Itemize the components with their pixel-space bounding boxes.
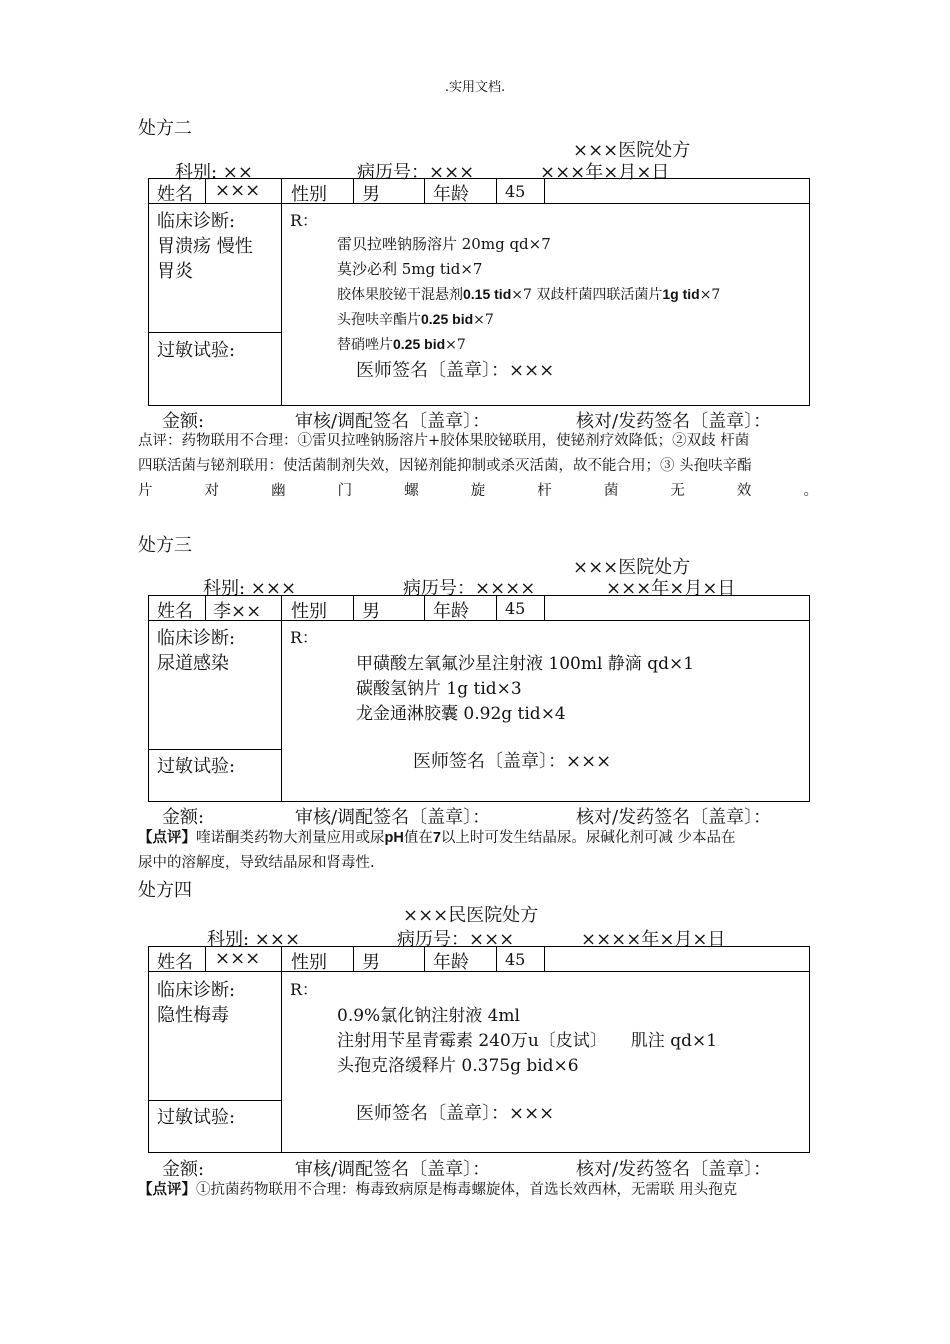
- drug-line: [337, 1026, 717, 1051]
- amount-field: 金额:: [162, 1159, 205, 1180]
- table-divider: [424, 946, 425, 971]
- drug-dose: 0.25 bid: [393, 336, 446, 352]
- drug-route: 肌注 qd×1: [630, 1031, 718, 1051]
- age-label: 年龄: [433, 184, 469, 205]
- dept-field: 科别: ××: [175, 162, 253, 183]
- table-divider: [496, 946, 497, 971]
- rx-symbol: R：: [290, 980, 319, 999]
- table-divider: [148, 749, 281, 750]
- rx-symbol: R：: [290, 211, 319, 230]
- comment-text: 以上时可发生结晶尿。尿碱化剂可减 少本品在: [440, 830, 736, 846]
- date-field: ×××年×月×日: [606, 578, 736, 599]
- dispense-signature-field: 核对/发药签名〔盖章〕：: [576, 807, 772, 828]
- drug-line: 碳酸氢钠片 1g tid×3: [356, 679, 522, 699]
- allergy-test-label: 过敏试验:: [157, 1107, 236, 1128]
- drug-line: 龙金通淋胶囊 0.92g tid×4: [356, 704, 566, 724]
- diagnosis-text: 尿道感染: [157, 653, 229, 674]
- patient-age: 45: [505, 599, 526, 618]
- comment-line: [138, 1178, 828, 1203]
- drug-line: 莫沙必利 5mg tid×7: [337, 260, 483, 278]
- sex-label: 性别: [291, 601, 327, 622]
- comment-char: 无: [670, 483, 685, 499]
- table-divider: [424, 178, 425, 203]
- comment-block: [138, 826, 828, 876]
- rx-symbol: R：: [290, 628, 319, 647]
- age-label: 年龄: [433, 952, 469, 973]
- drug-dose: 0.25 bid: [421, 311, 474, 327]
- table-divider: [148, 203, 810, 204]
- name-label: 姓名: [157, 601, 193, 622]
- drug-days: ×7: [699, 287, 721, 303]
- diagnosis-label: 临床诊断:: [157, 980, 236, 1001]
- drug-name: ×7 双歧杆菌四联活菌片: [511, 287, 663, 303]
- record-number-field: 病历号：×××: [357, 162, 475, 183]
- drug-name: 注射用苄星青霉素 240万u〔皮试〕: [337, 1031, 607, 1051]
- table-divider: [205, 178, 206, 203]
- table-divider: [496, 178, 497, 203]
- section-title: 处方二: [138, 118, 192, 139]
- comment-char: 杆: [537, 483, 552, 499]
- drug-name: 胶体果胶铋干混悬剂: [337, 287, 463, 303]
- date-field: ××××年×月×日: [581, 929, 726, 950]
- drug-days: ×7: [445, 337, 466, 353]
- comment-char: 。: [803, 483, 818, 499]
- comment-line: [138, 479, 818, 504]
- table-divider: [205, 595, 206, 620]
- patient-age: 45: [505, 950, 526, 969]
- hospital-title: ×××民医院处方: [403, 905, 539, 926]
- table-divider: [148, 332, 281, 333]
- comment-char: 旋: [470, 483, 486, 499]
- drug-days: ×7: [473, 312, 494, 328]
- name-label: 姓名: [157, 184, 193, 205]
- patient-sex: 男: [362, 184, 380, 205]
- comment-text: ①抗菌药物联用不合理：梅毒致病原是梅毒螺旋体，首选长效西林，无需联 用头孢克: [196, 1182, 738, 1198]
- diagnosis-text: 胃溃疡 慢性: [157, 236, 253, 257]
- review-signature-field: 审核/调配签名〔盖章〕：: [295, 411, 491, 432]
- drug-name: 头孢呋辛酯片: [337, 312, 421, 328]
- comment-tag: 【点评】: [138, 830, 196, 846]
- comment-text: 值在: [403, 830, 433, 846]
- record-number-field: 病历号：××××: [403, 578, 536, 599]
- comment-line: 四联活菌与铋剂联用：使活菌制剂失效，因铋剂能抑制或杀灭活菌，故不能合用；③ 头孢呋辛酯: [138, 458, 752, 474]
- section-title: 处方四: [138, 880, 192, 901]
- document-header-mark: .实用文档.: [444, 80, 506, 95]
- comment-char: 对: [204, 483, 220, 499]
- comment-block: [138, 1178, 828, 1203]
- dispense-signature-field: 核对/发药签名〔盖章〕：: [576, 411, 772, 432]
- review-signature-field: 审核/调配签名〔盖章〕：: [295, 807, 491, 828]
- table-divider: [281, 595, 282, 802]
- drug-line: 雷贝拉唑钠肠溶片 20mg qd×7: [337, 235, 551, 253]
- doctor-signature: 医师签名〔盖章〕：×××: [413, 751, 612, 772]
- drug-name: 替硝唑片: [337, 337, 393, 353]
- drug-line: 0.9%氯化钠注射液 4ml: [337, 1006, 520, 1026]
- table-divider: [281, 946, 282, 1153]
- patient-name: ×××: [215, 948, 261, 969]
- comment-tag: 【点评】: [138, 1182, 196, 1198]
- drug-line: [337, 284, 720, 304]
- allergy-test-label: 过敏试验:: [157, 340, 236, 361]
- diagnosis-label: 临床诊断:: [157, 211, 236, 232]
- drug-dose: 1g tid: [662, 286, 700, 302]
- diagnosis-label: 临床诊断:: [157, 628, 236, 649]
- sex-label: 性别: [291, 184, 327, 205]
- comment-char: 门: [337, 483, 353, 499]
- table-divider: [353, 595, 354, 620]
- comment-line: 尿中的溶解度，导致结晶尿和肾毒性.: [138, 855, 375, 871]
- table-divider: [353, 178, 354, 203]
- comment-text: 喹诺酮类药物大剂量应用或尿: [196, 830, 385, 846]
- diagnosis-text: 胃炎: [157, 261, 193, 282]
- table-divider: [148, 971, 810, 972]
- patient-sex: 男: [362, 601, 380, 622]
- comment-char: 菌: [603, 483, 619, 499]
- comment-line: [138, 826, 828, 851]
- drug-line: 头孢克洛缓释片 0.375g bid×6: [337, 1056, 579, 1076]
- doctor-signature: 医师签名〔盖章〕：×××: [356, 360, 555, 381]
- dept-field: 科别: ×××: [203, 578, 297, 599]
- table-divider: [148, 1100, 281, 1101]
- table-divider: [353, 946, 354, 971]
- table-divider: [281, 178, 282, 406]
- comment-block: [138, 429, 818, 504]
- comment-char: 效: [736, 483, 752, 499]
- diagnosis-text: 隐性梅毒: [157, 1005, 229, 1026]
- comment-line: 点评：药物联用不合理：①雷贝拉唑钠肠溶片+胶体果胶铋联用，使铋剂疗效降低；②双歧 杆菌: [138, 433, 750, 449]
- table-divider: [544, 178, 545, 203]
- patient-sex: 男: [362, 952, 380, 973]
- amount-field: 金额:: [162, 411, 205, 432]
- patient-name: 李××: [213, 601, 262, 622]
- drug-line: [337, 334, 466, 354]
- date-field: ×××年×月×日: [540, 162, 670, 183]
- name-label: 姓名: [157, 952, 193, 973]
- doctor-signature: 医师签名〔盖章〕：×××: [356, 1103, 555, 1124]
- drug-dose: 0.15 tid: [463, 286, 512, 302]
- dept-field: 科别: ×××: [207, 929, 301, 950]
- patient-name: ×××: [215, 180, 261, 201]
- section-title: 处方三: [138, 535, 192, 556]
- patient-age: 45: [505, 182, 526, 201]
- comment-char: 螺: [404, 483, 419, 499]
- drug-line: [337, 309, 494, 329]
- comment-char: 幽: [271, 483, 286, 499]
- age-label: 年龄: [433, 601, 469, 622]
- dispense-signature-field: 核对/发药签名〔盖章〕：: [576, 1159, 772, 1180]
- table-divider: [424, 595, 425, 620]
- comment-char: 片: [138, 483, 153, 499]
- hospital-title: ×××医院处方: [573, 557, 691, 578]
- comment-text: 7: [432, 830, 441, 846]
- table-divider: [205, 946, 206, 971]
- hospital-title: ×××医院处方: [573, 140, 691, 161]
- table-divider: [496, 595, 497, 620]
- sex-label: 性别: [291, 952, 327, 973]
- table-divider: [544, 946, 545, 971]
- amount-field: 金额:: [162, 807, 205, 828]
- table-divider: [544, 595, 545, 620]
- record-number-field: 病历号：×××: [397, 929, 515, 950]
- review-signature-field: 审核/调配签名〔盖章〕：: [295, 1159, 491, 1180]
- comment-text: pH: [384, 830, 404, 846]
- drug-line: 甲磺酸左氧氟沙星注射液 100ml 静滴 qd×1: [356, 654, 695, 674]
- allergy-test-label: 过敏试验:: [157, 756, 236, 777]
